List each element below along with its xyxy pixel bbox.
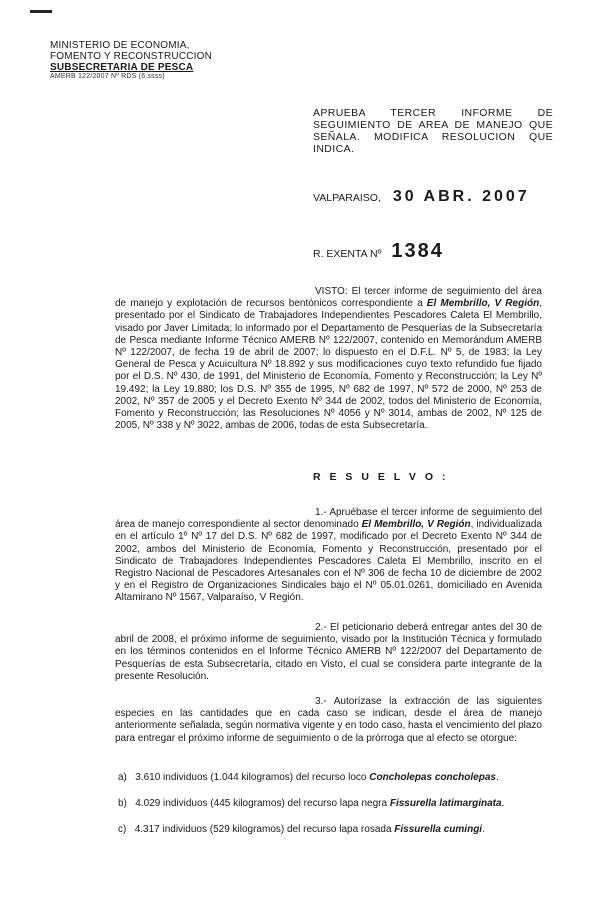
resolution-number-line (313, 240, 444, 263)
p2-text: 2.- El peticionario deberá entregar antes del 30 de abril de 2008, el próximo informe de seguimiento, visado por la Institución Técnica y formulado en los términos contenidos en el Informe Técnico AMERB Nº 122/2007 del Departamento de Pesquerías de esta Subsecretaría, citado en Visto, el cual se considera parte integrante de la presente Resolución. (115, 622, 542, 682)
visto-paragraph (115, 286, 542, 432)
item-text: 4.317 individuos (529 kilogramos) del recurso lapa rosada (134, 824, 395, 835)
letterhead-line-4: AMERB 122/2007 Nº RDS (6.ssss) (50, 73, 165, 80)
letterhead-line-2: FOMENTO Y RECONSTRUCCION (50, 51, 213, 62)
list-item (118, 798, 504, 810)
item-species: Fissurella cumingi (394, 824, 483, 835)
p1-site: El Membrillo, V Región (361, 519, 471, 531)
letterhead (50, 40, 212, 81)
item-text: 3.610 individuos (1.044 kilogramos) del recurso loco (135, 772, 370, 783)
letterhead-line-1: MINISTERIO DE ECONOMIA, (50, 40, 190, 51)
list-item (118, 824, 485, 836)
item-end: . (495, 772, 499, 783)
scan-mark (30, 10, 52, 13)
item-letter: b) (118, 798, 127, 809)
p3-text: 3.- Autorízase la extracción de las siguientes especies en las cantidades que en cada caso se indican, desde el área de manejo anteriormente señalada, según normativa vigente y en todo caso, hasta el vencimiento del plazo para entregar el próximo informe de seguimiento o de la prórroga que al efecto se otorgue: (115, 696, 542, 744)
item-text: 4.029 individuos (445 kilogramos) del recurso lapa negra (135, 798, 390, 809)
place-date-line (313, 188, 530, 206)
item-letter: a) (118, 772, 127, 783)
item-letter: c) (118, 824, 127, 835)
item-end: . (501, 798, 505, 809)
letterhead-line-3: SUBSECRETARIA DE PESCA (50, 62, 194, 73)
item-species: Concholepas concholepas (369, 772, 496, 783)
visto-site: El Membrillo, V Región (426, 298, 540, 310)
subject-summary: APRUEBA TERCER INFORME DE SEGUIMIENTO DE AREA DE MANEJO QUE SEÑALA. MODIFICA RESOLUCION QUE INDICA. (313, 107, 553, 155)
list-item (118, 772, 499, 784)
place-label: VALPARAISO, (313, 192, 381, 204)
resuelvo-heading: R E S U E L V O : (313, 471, 449, 483)
date-stamp: 30 ABR. 2007 (392, 188, 530, 205)
paragraph-2 (115, 622, 542, 683)
p1-start: 1.- Apruébase el tercer informe de seguimiento del área de manejo correspondiente al sector denominado (115, 507, 542, 531)
resolution-number: 1384 (391, 240, 444, 262)
paragraph-1 (115, 507, 542, 605)
paragraph-3 (115, 696, 542, 745)
item-species: Fissurella latimarginata (389, 798, 502, 809)
resolution-label: R. EXENTA Nº (313, 248, 382, 260)
visto-rest: , presentado por el Sindicato de Trabajadores Independientes Pescadores Caleta El Membrillo, visado por Javer Limitada; lo informado por el Departamento de Pesquerías de la Subsecretaría de Pesca mediante Informe Técnico AMERB Nº 122/2007, contenido en Memorándum AMERB Nº 122/2007, de fecha 19 de abril de 2007; lo dispuesto en el D.F.L. Nº 5, de 1983; la Ley General de Pesca y Acuicultura Nº 18.892 y sus modificaciones cuyo texto refundido fue fijado por el D.S. Nº 430, de 1991, del Ministerio de Economía, Fomento y Reconstrucción; la Ley Nº 19.492; la Ley 19.880; los D.S. Nº 355 de 1995, Nº 682 de 1997, Nº 572 de 2000, Nº 253 de 2002, Nº 357 de 2005 y el Decreto Exento Nº 344 de 2002, todos del Ministerio de Economía, Fomento y Reconstrucción; las Resoluciones Nº 4056 y Nº 3014, ambas de 2002, Nº 125 de 2005, Nº 338 y Nº 3022, ambas de 2006, todas de esta Subsecretaría. (115, 298, 542, 432)
p1-rest: , individualizada en el artículo 1º Nº 17 del D.S. Nº 682 de 1997, modificado por el Decreto Exento Nº 344 de 2002, ambos del Ministerio de Economía, Fomento y Reconstrucción, presentado por el Sindicato de Trabajadores Independientes Pescadores Caleta El Membrillo, inscrito en el Registro Nacional de Pescadores Artesanales con el Nº 306 de fecha 10 de diciembre de 2002 y en el Registro de Organizaciones Sindicales bajo el Nº 05.01.0261, domiciliado en Avenida Altamirano Nº 1567, Valparaíso, V Región. (115, 519, 542, 604)
item-end: . (482, 824, 485, 835)
visto-start: VISTO: El tercer informe de seguimiento del área de manejo y explotación de recursos bentónicos correspondiente a (115, 286, 542, 310)
